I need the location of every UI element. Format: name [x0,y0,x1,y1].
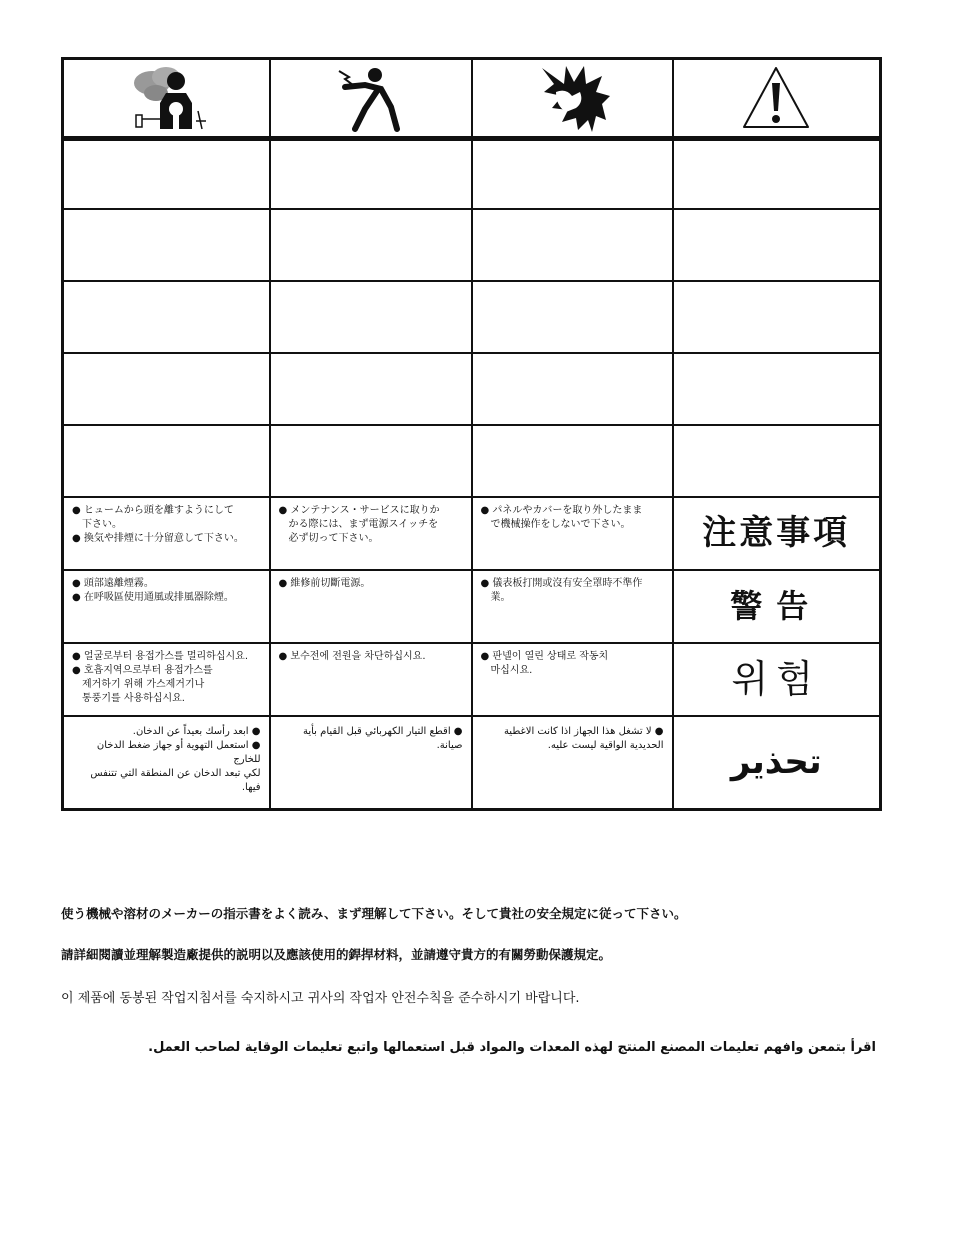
chinese-instruction-note: 請詳細閱讀並理解製造廠提供的説明以及應該使用的銲捍材料，並請遵守貴方的有關勞動保護規定。 [61,947,612,962]
electric-shock-icon [271,63,471,133]
blank-row [63,353,881,425]
warning-triangle-icon [674,65,880,131]
arabic-parts-text: ● لا تشغل هذا الجهاز اذا كانت الاغطية الحديدية الواقية ليست عليه. [503,725,664,751]
japanese-parts-text: ● パネルやカバーを取り外したまま で機械操作をしないで下さい。 [480,504,643,530]
chinese-parts-text: ● 儀表板打開或沒有安全罩時不準作 業。 [480,577,643,603]
arabic-instruction-note: اقرأ بتمعن وافهم تعليمات المصنع المنتج لهذه المعدات والمواد قبل استعمالها واتبع تعليمات الوقاية لصاحب العمل. [148,1040,876,1055]
japanese-heading: 注意事項 [702,513,851,553]
arabic-heading: تحذير [730,742,822,783]
icon-row [63,59,881,139]
japanese-row [63,497,881,570]
chinese-fumes-text: ● 頭部遠離煙霧。 ● 在呼吸區使用通風或排風器除煙。 [72,577,234,603]
fumes-column-header [63,59,270,139]
chinese-row [63,570,881,643]
korean-row [63,643,881,716]
safety-warning-table [61,57,882,811]
chinese-heading: 警告 [730,587,823,625]
korean-heading: 위험 [731,657,821,701]
japanese-shock-text: ● メンテナンス・サービスに取りか かる際には、まず電源スイッチを 必ず切って下さい。 [278,504,440,544]
blank-row [63,281,881,353]
chinese-shock-text: ● 維修前切斷電源。 [278,577,371,589]
blank-row [63,425,881,497]
arabic-shock-text: ● اقطع التيار الكهربائي قبل القيام بأية صيانة. [302,725,463,751]
blank-row [63,139,881,209]
korean-parts-text: ● 판넬이 열린 상태로 작동치 마십시요. [480,650,609,676]
japanese-fumes-text: ● ヒュームから頭を離すようにして 下さい。 ● 換気や排煙に十分留意して下さい。 [72,504,244,544]
moving-parts-hand-icon [473,62,672,134]
arabic-row [63,716,881,810]
warning-column-header [673,59,881,139]
korean-shock-text: ● 보수전에 전원을 차단하십시요. [278,650,426,662]
blank-row [63,209,881,281]
japanese-instruction-note: 使う機械や溶材のメーカーの指示書をよく読み、まず理解して下さい。そして貴社の安全規定に従って下さい。 [61,906,687,921]
korean-instruction-note: 이 제품에 동봉된 작업지침서를 숙지하시고 귀사의 작업자 안전수칙을 준수하시기 바랍니다. [61,991,580,1006]
korean-fumes-text: ● 얼굴로부터 용접가스를 멀리하십시요. ● 호흡지역으로부터 용접가스를 제거하기 위해 가스제거기나 통풍기를 사용하십시요. [72,650,249,704]
arabic-fumes-text: ● ابعد رأسك بعيداً عن الدخان. ● استعمل التهوية أو جهاز ضغط الدخان للخارج لكي تبعد الدخان عن المنطقة التي تتنفس فيها. [90,725,261,793]
fume-inhalation-icon [64,63,269,133]
shock-column-header [270,59,472,139]
moving-parts-column-header [472,59,673,139]
